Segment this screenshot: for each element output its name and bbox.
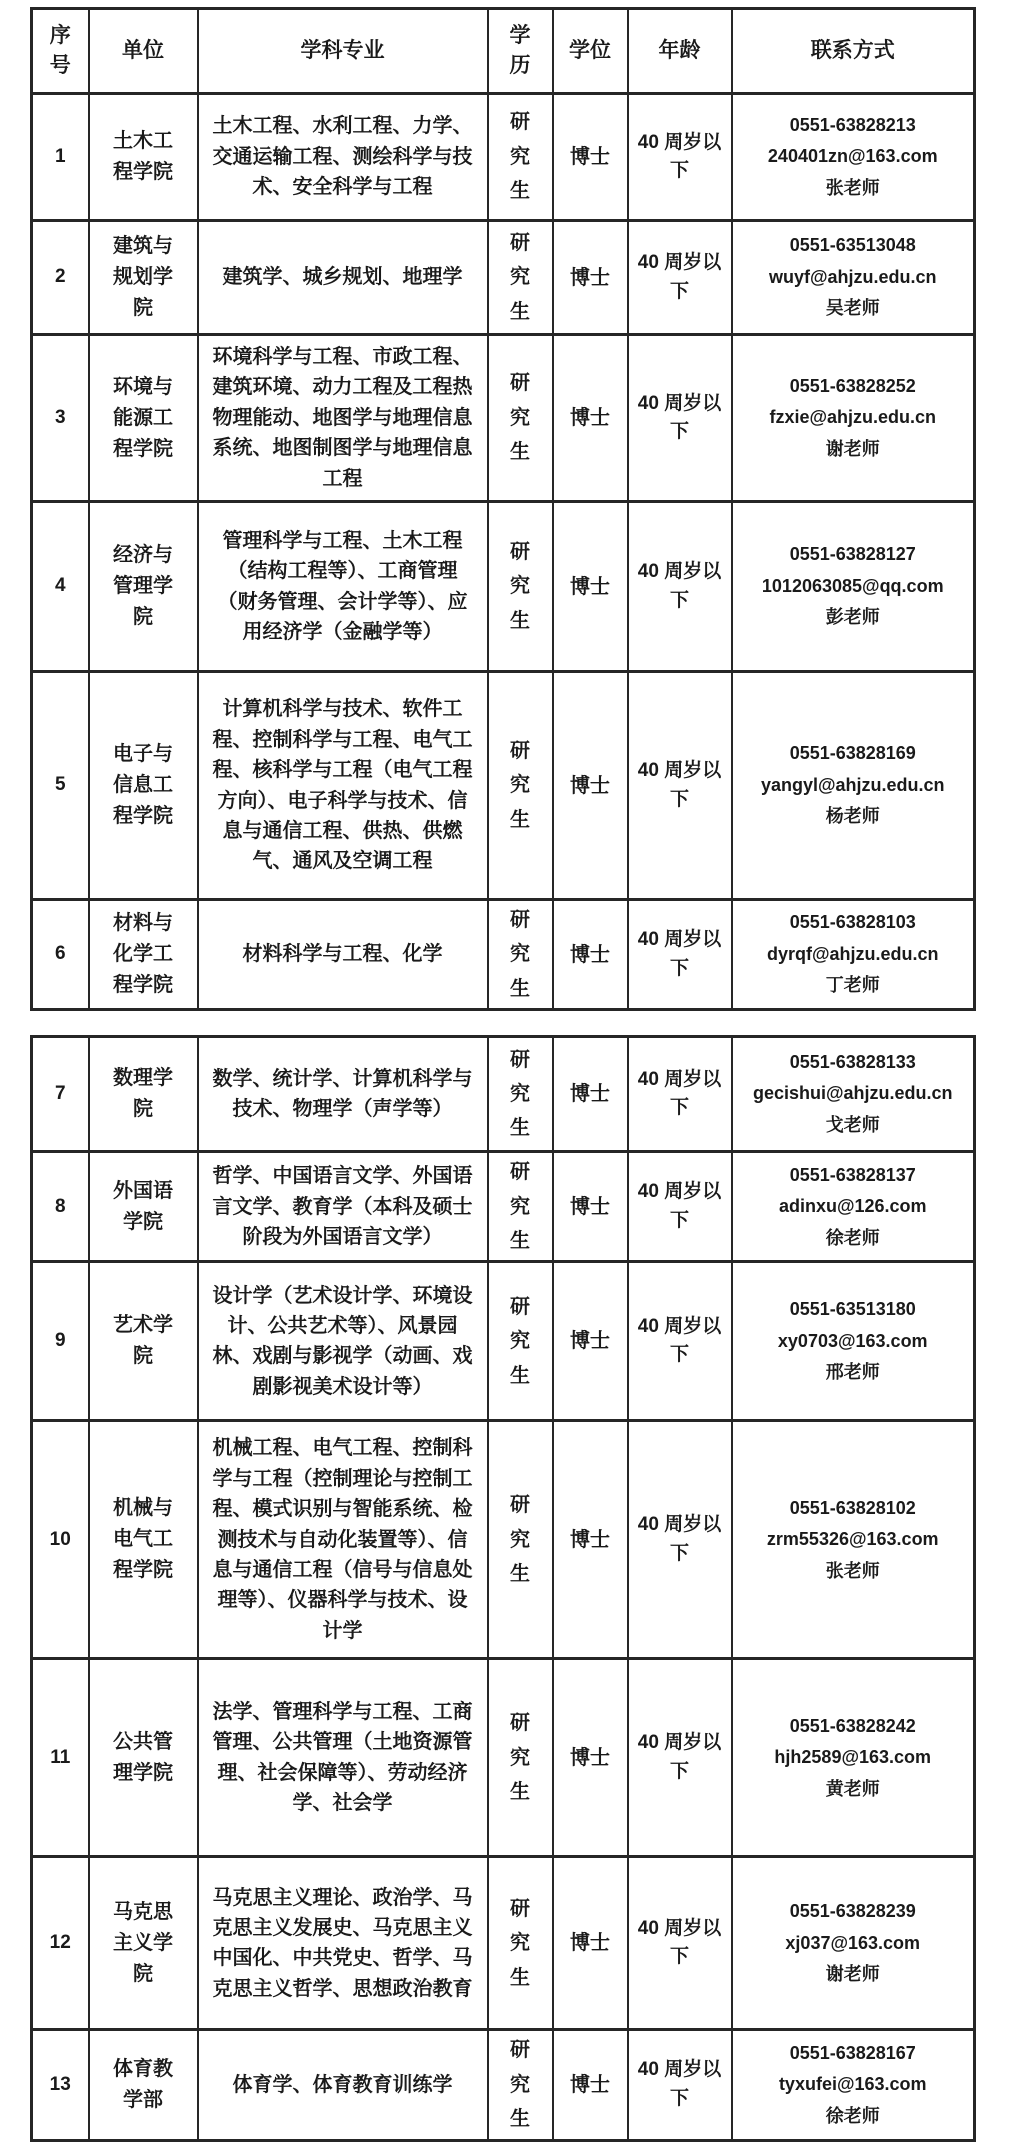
serial-cell: 6 <box>32 900 89 1010</box>
recruitment-table-block-2 <box>30 1035 976 2141</box>
degree-cell: 博士 <box>553 2030 628 2140</box>
degree-cell: 博士 <box>553 1262 628 1421</box>
table-row <box>32 2030 975 2140</box>
unit-cell-text: 外国语学院 <box>113 1179 173 1233</box>
education-cell <box>488 1659 553 1857</box>
unit-cell-text: 土木工程学院 <box>113 130 173 183</box>
header-degree: 学位 <box>553 9 628 94</box>
education-cell <box>488 2030 553 2140</box>
header-contact: 联系方式 <box>732 9 975 94</box>
header-row <box>32 9 975 94</box>
header-serial-label: 序号 <box>49 23 71 77</box>
education-cell-text: 研究生 <box>510 1048 530 1140</box>
table-row <box>32 1857 975 2030</box>
unit-cell-text: 经济与管理学院 <box>113 544 173 628</box>
age-cell: 40 周岁以下 <box>628 2030 732 2140</box>
contact-person: 谢老师 <box>825 1964 880 1985</box>
unit-cell <box>89 502 198 672</box>
contact-person: 谢老师 <box>825 438 880 459</box>
contact-person: 吴老师 <box>825 298 880 319</box>
education-cell-text: 研究生 <box>510 1295 530 1387</box>
unit-cell <box>89 1421 198 1659</box>
degree-cell: 博士 <box>553 1421 628 1659</box>
header-education <box>488 9 553 94</box>
contact-cell <box>732 94 975 221</box>
contact-person: 戈老师 <box>825 1114 880 1135</box>
majors-cell: 环境科学与工程、市政工程、建筑环境、动力工程及工程热物理能动、地图学与地理信息系统、地图制图学与地理信息工程 <box>198 335 488 502</box>
degree-cell: 博士 <box>553 94 628 221</box>
unit-cell-text: 材料与化学工程学院 <box>113 912 173 997</box>
serial-cell: 5 <box>32 672 89 900</box>
serial-cell: 11 <box>32 1659 89 1857</box>
education-cell-text: 研究生 <box>510 1712 530 1804</box>
contact-cell <box>732 1857 975 2030</box>
contact-phone: 0551-63828127 <box>789 544 916 565</box>
majors-cell: 计算机科学与技术、软件工程、控制科学与工程、电气工程、核科学与工程（电气工程方向）、电子科学与技术、信息与通信工程、供热、供燃气、通风及空调工程 <box>198 672 488 900</box>
unit-cell <box>89 2030 198 2140</box>
serial-cell: 4 <box>32 502 89 672</box>
contact-email: xj037@163.com <box>785 1932 921 1953</box>
degree-cell: 博士 <box>553 672 628 900</box>
education-cell-text: 研究生 <box>510 2039 530 2131</box>
serial-cell: 9 <box>32 1262 89 1421</box>
contact-email: 240401zn@163.com <box>767 146 938 167</box>
contact-cell <box>732 502 975 672</box>
table-row <box>32 672 975 900</box>
contact-cell <box>732 335 975 502</box>
contact-phone: 0551-63513180 <box>789 1299 916 1320</box>
education-cell-text: 研究生 <box>510 111 530 203</box>
contact-phone: 0551-63828103 <box>789 912 916 933</box>
majors-cell: 建筑学、城乡规划、地理学 <box>198 221 488 335</box>
contact-person: 徐老师 <box>825 2105 880 2126</box>
majors-cell: 机械工程、电气工程、控制科学与工程（控制理论与控制工程、模式识别与智能系统、检测技术与自动化装置等）、信息与通信工程（信号与信息处理等）、仪器科学与技术、设计学 <box>198 1421 488 1659</box>
age-cell: 40 周岁以下 <box>628 1152 732 1262</box>
contact-phone: 0551-63828213 <box>789 114 916 135</box>
contact-phone: 0551-63828102 <box>789 1497 916 1518</box>
majors-cell: 管理科学与工程、土木工程（结构工程等）、工商管理（财务管理、会计学等）、应用经济学（金融学等） <box>198 502 488 672</box>
unit-cell-text: 体育教学部 <box>113 2057 173 2111</box>
degree-cell: 博士 <box>553 335 628 502</box>
unit-cell <box>89 94 198 221</box>
degree-cell: 博士 <box>553 1857 628 2030</box>
age-cell: 40 周岁以下 <box>628 1262 732 1421</box>
age-cell: 40 周岁以下 <box>628 672 732 900</box>
unit-cell-text: 机械与电气工程学院 <box>113 1497 173 1582</box>
unit-cell <box>89 1659 198 1857</box>
contact-person: 黄老师 <box>825 1778 880 1799</box>
unit-cell-text: 电子与信息工程学院 <box>113 743 173 827</box>
education-cell <box>488 672 553 900</box>
contact-email: tyxufei@163.com <box>778 2074 927 2095</box>
table-row <box>32 1152 975 1262</box>
header-education-label: 学历 <box>509 23 531 77</box>
degree-cell: 博士 <box>553 502 628 672</box>
table-row <box>32 335 975 502</box>
majors-cell: 马克思主义理论、政治学、马克思主义发展史、马克思主义中国化、中共党史、哲学、马克思主义哲学、思想政治教育 <box>198 1857 488 2030</box>
degree-cell: 博士 <box>553 900 628 1010</box>
education-cell <box>488 1037 553 1152</box>
contact-cell <box>732 672 975 900</box>
education-cell <box>488 1857 553 2030</box>
majors-cell: 哲学、中国语言文学、外国语言文学、教育学（本科及硕士阶段为外国语言文学） <box>198 1152 488 1262</box>
header-majors: 学科专业 <box>198 9 488 94</box>
contact-phone: 0551-63828169 <box>789 743 916 764</box>
contact-cell <box>732 1152 975 1262</box>
contact-email: 1012063085@qq.com <box>761 575 944 596</box>
table-row <box>32 1421 975 1659</box>
contact-cell <box>732 221 975 335</box>
unit-cell-text: 数理学院 <box>113 1067 173 1121</box>
serial-cell: 2 <box>32 221 89 335</box>
serial-cell: 1 <box>32 94 89 221</box>
contact-email: zrm55326@163.com <box>766 1529 939 1550</box>
table-row <box>32 1659 975 1857</box>
contact-cell <box>732 900 975 1010</box>
education-cell-text: 研究生 <box>510 540 530 632</box>
contact-cell <box>732 1262 975 1421</box>
education-cell-text: 研究生 <box>510 231 530 323</box>
education-cell-text: 研究生 <box>510 1161 530 1252</box>
contact-phone: 0551-63828239 <box>789 1901 916 1922</box>
contact-email: wuyf@ahjzu.edu.cn <box>768 266 937 287</box>
majors-cell: 数学、统计学、计算机科学与技术、物理学（声学等） <box>198 1037 488 1152</box>
unit-cell <box>89 1857 198 2030</box>
table-row <box>32 502 975 672</box>
contact-email: dyrqf@ahjzu.edu.cn <box>766 943 939 964</box>
majors-cell: 设计学（艺术设计学、环境设计、公共艺术等）、风景园林、戏剧与影视学（动画、戏剧影视美术设计等） <box>198 1262 488 1421</box>
age-cell: 40 周岁以下 <box>628 502 732 672</box>
serial-cell: 3 <box>32 335 89 502</box>
contact-person: 徐老师 <box>825 1227 880 1248</box>
education-cell-text: 研究生 <box>510 1494 530 1586</box>
table-row <box>32 1262 975 1421</box>
unit-cell <box>89 900 198 1010</box>
contact-email: fzxie@ahjzu.edu.cn <box>769 407 937 428</box>
unit-cell-text: 环境与能源工程学院 <box>113 375 173 460</box>
education-cell <box>488 221 553 335</box>
contact-person: 彭老师 <box>825 607 880 628</box>
unit-cell <box>89 221 198 335</box>
contact-phone: 0551-63828133 <box>789 1051 916 1072</box>
header-unit: 单位 <box>89 9 198 94</box>
contact-phone: 0551-63513048 <box>789 235 916 256</box>
degree-cell: 博士 <box>553 1659 628 1857</box>
serial-cell: 7 <box>32 1037 89 1152</box>
age-cell: 40 周岁以下 <box>628 221 732 335</box>
age-cell: 40 周岁以下 <box>628 94 732 221</box>
age-cell: 40 周岁以下 <box>628 1037 732 1152</box>
degree-cell: 博士 <box>553 221 628 335</box>
header-age: 年龄 <box>628 9 732 94</box>
unit-cell-text: 建筑与规划学院 <box>113 235 173 319</box>
education-cell <box>488 1421 553 1659</box>
contact-phone: 0551-63828242 <box>789 1715 916 1736</box>
age-cell: 40 周岁以下 <box>628 1659 732 1857</box>
majors-cell: 土木工程、水利工程、力学、交通运输工程、测绘科学与技术、安全科学与工程 <box>198 94 488 221</box>
education-cell <box>488 502 553 672</box>
degree-cell: 博士 <box>553 1037 628 1152</box>
contact-phone: 0551-63828252 <box>789 375 916 396</box>
serial-cell: 12 <box>32 1857 89 2030</box>
contact-cell <box>732 1037 975 1152</box>
contact-email: xy0703@163.com <box>777 1330 928 1351</box>
contact-email: adinxu@126.com <box>778 1196 927 1216</box>
contact-person: 丁老师 <box>825 975 880 996</box>
age-cell: 40 周岁以下 <box>628 900 732 1010</box>
education-cell <box>488 335 553 502</box>
education-cell-text: 研究生 <box>510 372 530 464</box>
degree-cell: 博士 <box>553 1152 628 1262</box>
unit-cell-text: 艺术学院 <box>113 1314 173 1368</box>
education-cell <box>488 1152 553 1262</box>
majors-cell: 体育学、体育教育训练学 <box>198 2030 488 2140</box>
unit-cell <box>89 672 198 900</box>
contact-cell <box>732 2030 975 2140</box>
education-cell-text: 研究生 <box>510 1897 530 1989</box>
recruitment-table-block-1 <box>30 7 976 1011</box>
contact-email: hjh2589@163.com <box>774 1747 932 1768</box>
age-cell: 40 周岁以下 <box>628 1421 732 1659</box>
age-cell: 40 周岁以下 <box>628 335 732 502</box>
education-cell <box>488 94 553 221</box>
contact-email: gecishui@ahjzu.edu.cn <box>752 1083 953 1104</box>
serial-cell: 13 <box>32 2030 89 2140</box>
header-serial <box>32 9 89 94</box>
majors-cell: 法学、管理科学与工程、工商管理、公共管理（土地资源管理、社会保障等）、劳动经济学、社会学 <box>198 1659 488 1857</box>
unit-cell-text: 公共管理学院 <box>113 1730 173 1784</box>
contact-person: 张老师 <box>825 177 880 198</box>
age-cell: 40 周岁以下 <box>628 1857 732 2030</box>
majors-cell: 材料科学与工程、化学 <box>198 900 488 1010</box>
contact-phone: 0551-63828137 <box>789 1164 916 1185</box>
unit-cell <box>89 1262 198 1421</box>
serial-cell: 10 <box>32 1421 89 1659</box>
table-row <box>32 900 975 1010</box>
education-cell <box>488 1262 553 1421</box>
contact-cell <box>732 1421 975 1659</box>
contact-person: 邢老师 <box>825 1362 880 1383</box>
table-row <box>32 1037 975 1152</box>
education-cell <box>488 900 553 1010</box>
education-cell-text: 研究生 <box>510 909 530 1000</box>
contact-person: 杨老师 <box>825 806 880 827</box>
unit-cell <box>89 1037 198 1152</box>
unit-cell <box>89 335 198 502</box>
contact-person: 张老师 <box>825 1560 880 1581</box>
education-cell-text: 研究生 <box>510 739 530 831</box>
unit-cell-text: 马克思主义学院 <box>113 1900 173 1985</box>
unit-cell <box>89 1152 198 1262</box>
serial-cell: 8 <box>32 1152 89 1262</box>
contact-phone: 0551-63828167 <box>789 2042 916 2063</box>
contact-cell <box>732 1659 975 1857</box>
table-row <box>32 94 975 221</box>
contact-email: yangyl@ahjzu.edu.cn <box>760 774 945 795</box>
table-row <box>32 221 975 335</box>
